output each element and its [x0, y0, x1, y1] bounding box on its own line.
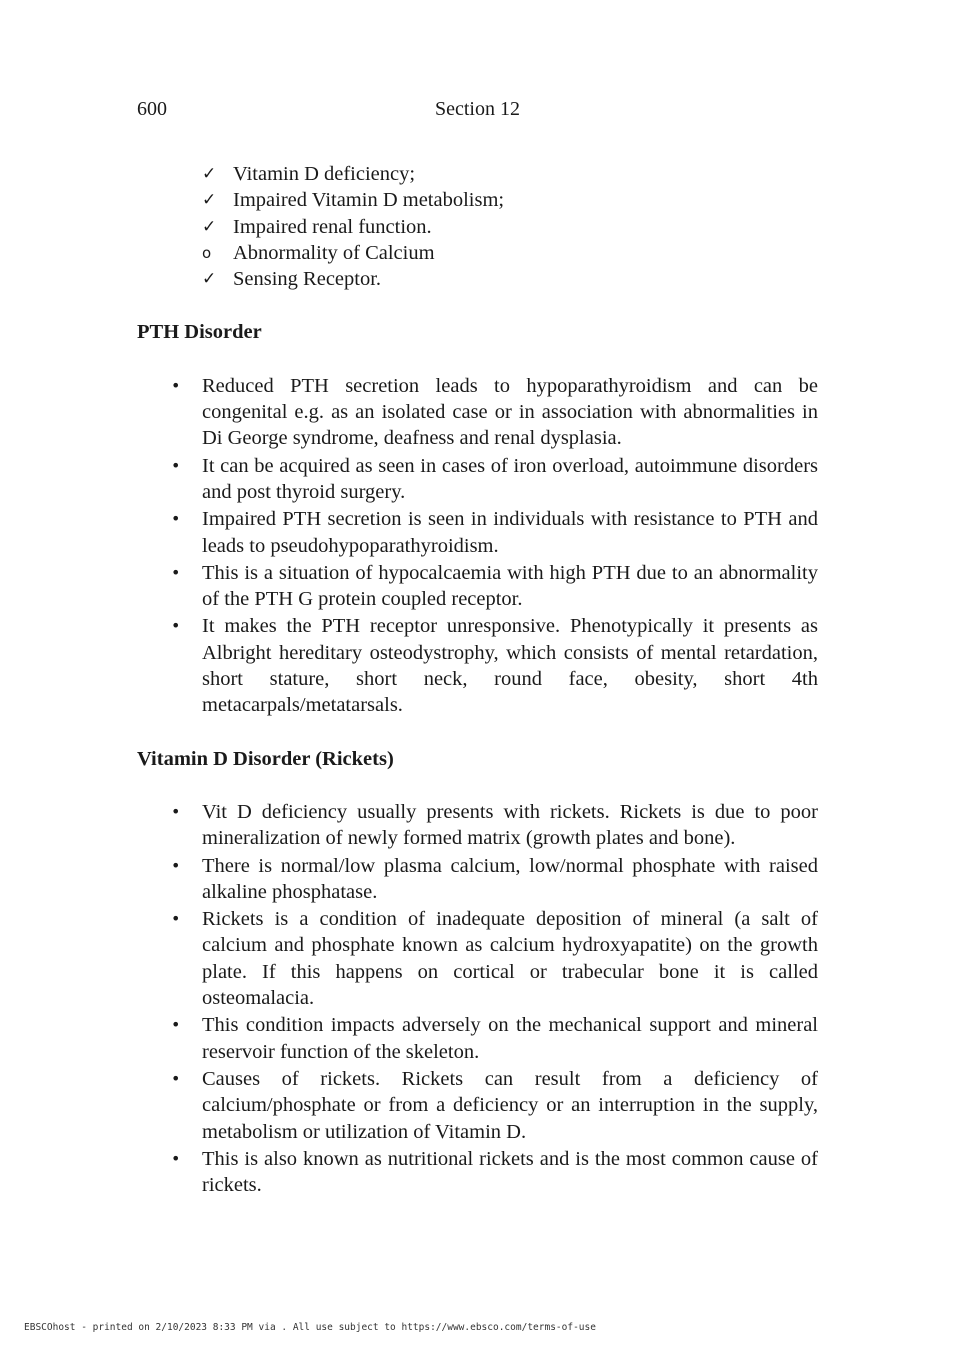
list-item: [166, 560, 818, 613]
pth-disorder-list: [137, 373, 818, 719]
bullet-icon: •: [171, 855, 181, 875]
list-item-text: Reduced PTH secretion leads to hypoparathyroidism and can be congenital e.g. as an isolated case or in association with abnormalities in Di George syndrome, deafness and renal dysplasia.: [202, 374, 818, 450]
pth-disorder-heading: PTH Disorder: [137, 321, 262, 344]
list-item: [166, 1066, 818, 1145]
list-item-text: Impaired renal function.: [233, 215, 432, 238]
list-item: [166, 373, 818, 452]
list-item-text: Vit D deficiency usually presents with rickets. Rickets is due to poor mineralization of newly formed matrix (growth plates and bone).: [202, 800, 818, 850]
checkmark-icon: ✓: [202, 269, 217, 290]
page-header: [137, 96, 818, 122]
bullet-icon: •: [171, 1068, 181, 1088]
bullet-icon: •: [171, 375, 181, 395]
circle-bullet-icon: o: [202, 243, 212, 262]
vitamin-d-disorder-heading: Vitamin D Disorder (Rickets): [137, 747, 394, 770]
list-item: [166, 853, 818, 906]
list-item-text: Abnormality of Calcium: [233, 241, 435, 264]
section-title: Section 12: [435, 98, 520, 120]
intro-checklist: [137, 161, 818, 292]
bullet-icon: •: [171, 1015, 181, 1035]
list-item-text: This is also known as nutritional rickets and is the most common cause of rickets.: [202, 1147, 818, 1197]
list-item: [202, 161, 818, 187]
print-footer: EBSCOhost - printed on 2/10/2023 8:33 PM via . All use subject to https://www.ebsco.com/terms-of-use: [24, 1322, 596, 1333]
list-item-text: Sensing Receptor.: [233, 268, 382, 291]
list-item-text: Impaired PTH secretion is seen in individuals with resistance to PTH and leads to pseudohypoparathyroidism.: [202, 508, 818, 557]
bullet-icon: •: [171, 509, 181, 529]
checkmark-icon: ✓: [202, 190, 217, 211]
page-number: 600: [137, 98, 167, 120]
list-item: [166, 613, 818, 718]
bullet-icon: •: [171, 455, 181, 475]
list-item-text: This condition impacts adversely on the mechanical support and mineral reservoir function of the skeleton.: [202, 1014, 818, 1063]
list-item: [202, 240, 818, 266]
bullet-icon: •: [171, 801, 181, 821]
list-item: [202, 214, 818, 240]
list-item: [166, 506, 818, 559]
list-item: [166, 799, 818, 852]
list-item-text: Causes of rickets. Rickets can result from a deficiency of calcium/phosphate or from a deficiency or an interruption in the supply, metabolism or utilization of Vitamin D.: [202, 1067, 818, 1143]
list-item: [202, 266, 818, 292]
list-item-text: It can be acquired as seen in cases of iron overload, autoimmune disorders and post thyroid surgery.: [202, 454, 818, 503]
list-item-text: Vitamin D deficiency;: [233, 163, 416, 185]
list-item-text: There is normal/low plasma calcium, low/normal phosphate with raised alkaline phosphatase.: [202, 854, 818, 903]
vitamin-d-disorder-list: [137, 799, 818, 1198]
list-item: [166, 1012, 818, 1065]
list-item-text: It makes the PTH receptor unresponsive. Phenotypically it presents as Albright hereditary osteodystrophy, which consists of mental retardation, short stature, short neck, round face, obesity, short 4th metacarpals/metatarsals.: [202, 615, 818, 717]
bullet-icon: •: [171, 562, 181, 582]
checkmark-icon: ✓: [202, 216, 217, 237]
list-item-text: Rickets is a condition of inadequate deposition of mineral (a salt of calcium and phosphate known as calcium hydroxyapatite) on the growth plate. If this happens on cortical or trabecular bone it is called osteomalacia.: [202, 908, 818, 1010]
bullet-icon: •: [171, 616, 181, 636]
list-item: [166, 453, 818, 506]
bullet-icon: •: [171, 909, 181, 929]
list-item: [166, 1146, 818, 1199]
page-content: [137, 161, 818, 1199]
list-item-text: Impaired Vitamin D metabolism;: [233, 189, 505, 212]
list-item: [166, 906, 818, 1011]
list-item-text: This is a situation of hypocalcaemia with high PTH due to an abnormality of the PTH G protein coupled receptor.: [202, 561, 818, 611]
list-item: [202, 187, 818, 213]
checkmark-icon: ✓: [202, 164, 217, 184]
bullet-icon: •: [171, 1148, 181, 1168]
